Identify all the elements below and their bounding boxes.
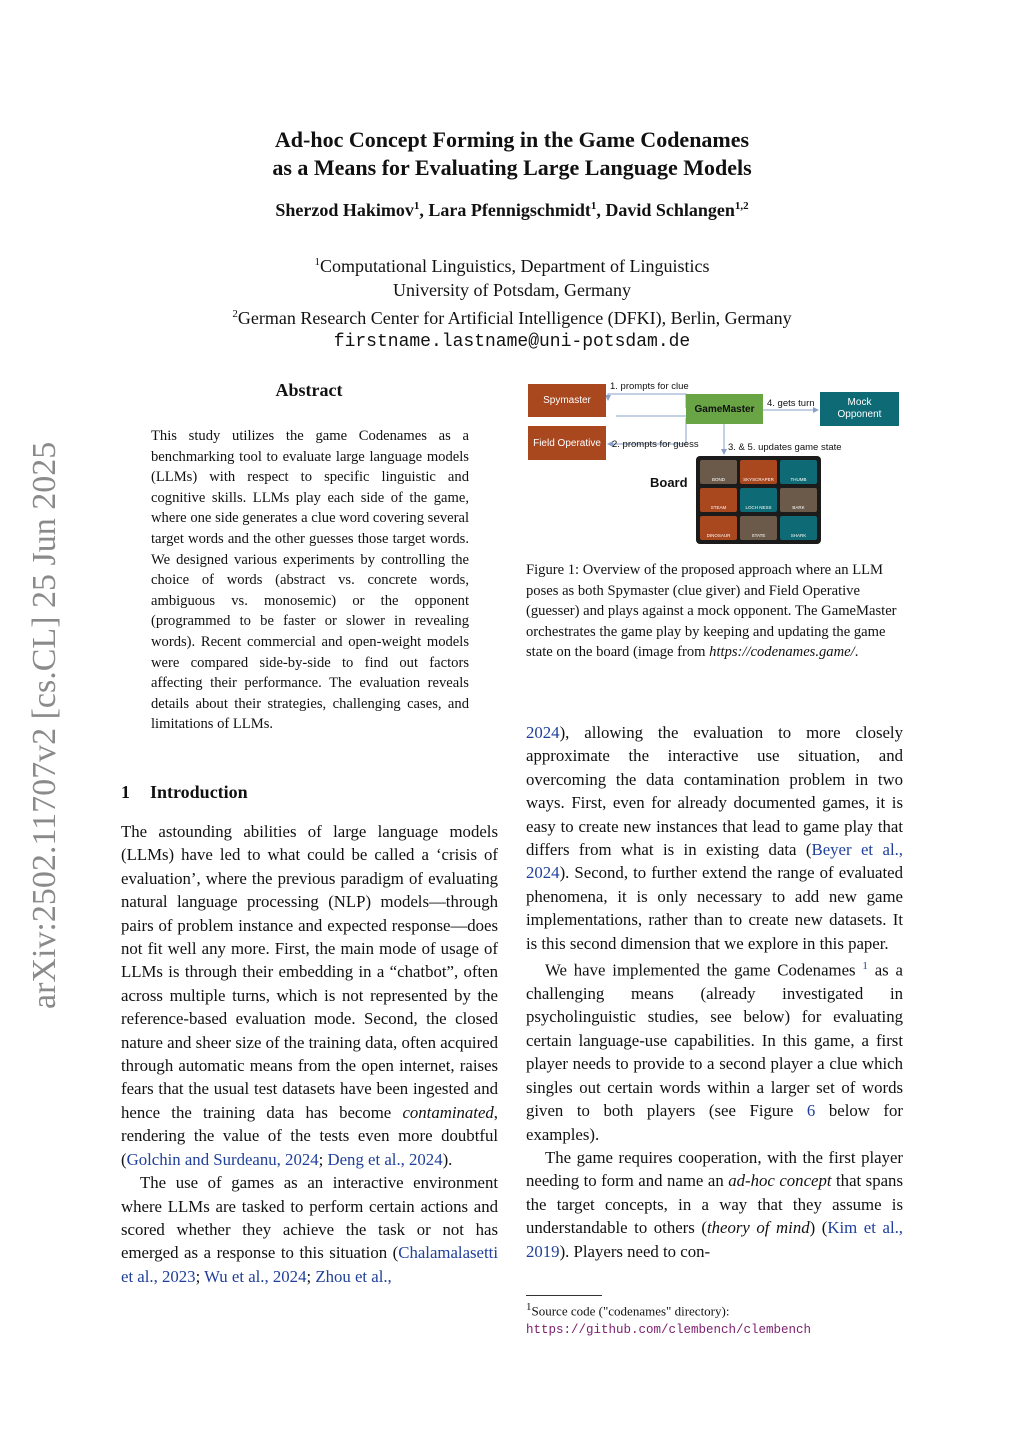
affiliation-1-university: University of Potsdam, Germany bbox=[393, 280, 631, 300]
arrow-label-updates-state: 3. & 5. updates game state bbox=[728, 442, 842, 453]
arrow-label-prompts-guess: 2. prompts for guess bbox=[612, 439, 699, 450]
board-tile: LOCH NESS bbox=[740, 488, 777, 512]
left-column-body bbox=[121, 820, 498, 1288]
text-run: We have implemented the game Codenames bbox=[545, 960, 863, 980]
footnote-mark: 1 bbox=[526, 1301, 532, 1313]
author-name: David Schlangen bbox=[605, 200, 735, 220]
text-run: The use of games as an interactive environment where LLMs are tasked to perform certain actions and scored whether they achieve the task or not has emerged as a response to this situation ( bbox=[121, 1173, 498, 1263]
text-run: as a challenging means (already investigated in psycholinguistic studies, see below) for evaluating certain language-use capabilities. In this game, a first player needs to provide to a second player a clue which singles out certain words within a larger set of words given to both players (see Figure bbox=[526, 960, 903, 1121]
author-separator: , bbox=[419, 200, 429, 220]
figure-reference-link[interactable]: 6 bbox=[806, 1101, 816, 1121]
board-tile: THUMB bbox=[780, 460, 817, 484]
text-run: ; bbox=[318, 1149, 328, 1169]
footnote-mark-link[interactable]: 1 bbox=[862, 960, 868, 973]
citation-link[interactable]: Kim et al., 2019 bbox=[526, 1218, 903, 1261]
citation-link[interactable]: Beyer et al., 2024 bbox=[526, 840, 903, 883]
board-tile: BARK bbox=[780, 488, 817, 512]
paragraph bbox=[121, 820, 498, 1171]
paragraph bbox=[526, 1146, 903, 1263]
author-name: Lara Pfennigschmidt bbox=[428, 200, 591, 220]
paragraph bbox=[121, 1171, 498, 1288]
author-list bbox=[0, 200, 1024, 221]
affil-mark: 1 bbox=[314, 256, 321, 268]
field-operative-label: Field Operative bbox=[533, 437, 601, 449]
footnote-rule bbox=[526, 1295, 602, 1296]
citation-link[interactable]: Wu et al., 2024 bbox=[204, 1266, 307, 1286]
paragraph bbox=[526, 721, 903, 955]
affil-mark: 2 bbox=[232, 308, 238, 320]
text-run: , rendering the value of the tests even more doubtful ( bbox=[121, 1102, 498, 1169]
arrow-label-gets-turn: 4. gets turn bbox=[767, 398, 815, 409]
board-label: Board bbox=[650, 475, 688, 490]
author-affil-mark: 1,2 bbox=[734, 200, 749, 212]
title-line-2: as a Means for Evaluating Large Language Models bbox=[272, 155, 752, 180]
emphasis: theory of mind bbox=[706, 1218, 810, 1238]
text-run: below for examples). bbox=[526, 1101, 903, 1144]
citation-link[interactable]: Chalamalasetti et al., 2023 bbox=[121, 1243, 498, 1286]
affiliation-1: Computational Linguistics, Department of Linguistics bbox=[320, 256, 710, 276]
citation-link[interactable]: Deng et al., 2024 bbox=[327, 1149, 443, 1169]
text-run: ). Second, to further extend the range of evaluated phenomena, it is only necessary to add new game implementations, rather than to create new datasets. It is this second dimension that we explore in this paper. bbox=[526, 863, 903, 953]
section-heading-introduction bbox=[121, 782, 248, 803]
game-board-image bbox=[696, 456, 821, 544]
affiliation-2: German Research Center for Artificial Intelligence (DFKI), Berlin, Germany bbox=[237, 308, 792, 328]
arrow-label-prompts-clue: 1. prompts for clue bbox=[610, 381, 689, 392]
caption-url: https://codenames.game/ bbox=[709, 644, 855, 661]
mock-opponent-label: Opponent bbox=[837, 409, 882, 420]
gamemaster-box bbox=[686, 394, 763, 424]
text-run: ; bbox=[195, 1266, 205, 1286]
paper-title bbox=[0, 126, 1024, 182]
text-run: ). Players need to con- bbox=[559, 1241, 711, 1261]
text-run: ), allowing the evaluation to more closely approximate the interactive use situation, and overcoming the data contamination problem in two ways. First, even for already documented games, it is easy to create new instances that lead to game play that differs from what is in existing data ( bbox=[526, 723, 903, 860]
author-separator: , bbox=[596, 200, 606, 220]
board-tile: BOND bbox=[700, 460, 737, 484]
footnote-url-link[interactable]: https://github.com/clembench/clembench bbox=[526, 1323, 812, 1338]
citation-link[interactable]: 2024 bbox=[526, 723, 560, 742]
text-run: ; bbox=[306, 1266, 316, 1286]
contact-email: firstname.lastname@uni-potsdam.de bbox=[333, 332, 691, 352]
section-title: Introduction bbox=[150, 782, 248, 802]
board-tile: STATE bbox=[740, 516, 777, 540]
gamemaster-label: GameMaster bbox=[694, 403, 755, 415]
spymaster-label: Spymaster bbox=[543, 395, 591, 406]
field-operative-box bbox=[528, 426, 606, 460]
emphasis: ad-hoc concept bbox=[728, 1171, 832, 1191]
footnote-text: Source code ("codenames" directory): bbox=[531, 1303, 730, 1319]
paragraph bbox=[526, 955, 903, 1146]
board-tile: STEAM bbox=[700, 488, 737, 512]
text-run: The game requires cooperation, with the first player needing to form and name an bbox=[526, 1147, 903, 1191]
board-tile: DINOSAUR bbox=[700, 516, 737, 540]
mock-opponent-box bbox=[820, 392, 899, 426]
author-affil-mark: 1 bbox=[590, 200, 597, 212]
text-run: The astounding abilities of large language models (LLMs) have led to what could be called a ‘crisis of evaluation’, where the previous paradigm of evaluating natural language processing (NLP) models—through pairs of problem instance and expected response—does not fit well any more. First, the main mode of usage of LLMs is through their embedding in a “chatbot”, often across multiple turns, which is not represented by the reference-based evaluation mode. Second, the closed nature and sheer size of the training data, often acquired through automatic means from the open internet, raises fears that the usual test datasets have been ingested and hence the training data has become bbox=[121, 822, 498, 1122]
title-line-1: Ad-hoc Concept Forming in the Game Codenames bbox=[274, 127, 750, 152]
abstract-text: This study utilizes the game Codenames as a benchmarking tool to evaluate large language models (LLMs) with respect to specific linguistic and cognitive skills. LLMs play each side of the game, where one side generates a clue word covering several target words and the other guesses those target words. We designed various experiments by controlling the choice of words (abstract vs. concrete words, ambiguous vs. monosemic) or the opponent (programmed to be faster or slower in revealing words). Recent commercial and open-weight models were compared side-by-side to find out factors affecting their performance. The evaluation reveals details about their strategies, challenging cases, and limitations of LLMs. bbox=[151, 428, 469, 733]
spymaster-box bbox=[528, 384, 606, 417]
board-tile: SHARK bbox=[780, 516, 817, 540]
text-run: that spans the target concepts, in a way that they assume is understandable to others ( bbox=[526, 1171, 903, 1238]
section-number: 1 bbox=[121, 782, 130, 802]
citation-link[interactable]: Zhou et al., bbox=[315, 1266, 392, 1286]
figure-1-caption bbox=[526, 560, 903, 663]
citation-link[interactable]: Golchin and Surdeanu, 2024 bbox=[126, 1149, 319, 1169]
mock-opponent-label: Mock bbox=[847, 397, 872, 408]
text-run: ) ( bbox=[809, 1218, 828, 1238]
author-affil-mark: 1 bbox=[413, 200, 420, 212]
affiliations bbox=[0, 250, 1024, 354]
caption-text: Figure 1: Overview of the proposed approach where an LLM poses as both Spymaster (clue giver) and Field Operative (guesser) and plays against a mock opponent. The GameMaster orchestrates the game play by keeping and updating the game state on the board (image from bbox=[526, 562, 897, 661]
arrow-prompts-clue bbox=[608, 394, 686, 408]
arxiv-identifier: arXiv:2502.11707v2 [cs.CL] 25 Jun 2025 bbox=[26, 441, 63, 1009]
emphasis: contaminated bbox=[402, 1102, 494, 1122]
figure-1-diagram bbox=[526, 378, 906, 548]
text-run: ). bbox=[442, 1149, 453, 1169]
author-name: Sherzod Hakimov bbox=[275, 200, 414, 220]
caption-text: . bbox=[854, 644, 859, 661]
footnote bbox=[526, 1298, 906, 1339]
abstract-heading: Abstract bbox=[275, 380, 343, 400]
right-column-body bbox=[526, 721, 903, 1263]
board-tile: SKYSCRAPER bbox=[740, 460, 777, 484]
